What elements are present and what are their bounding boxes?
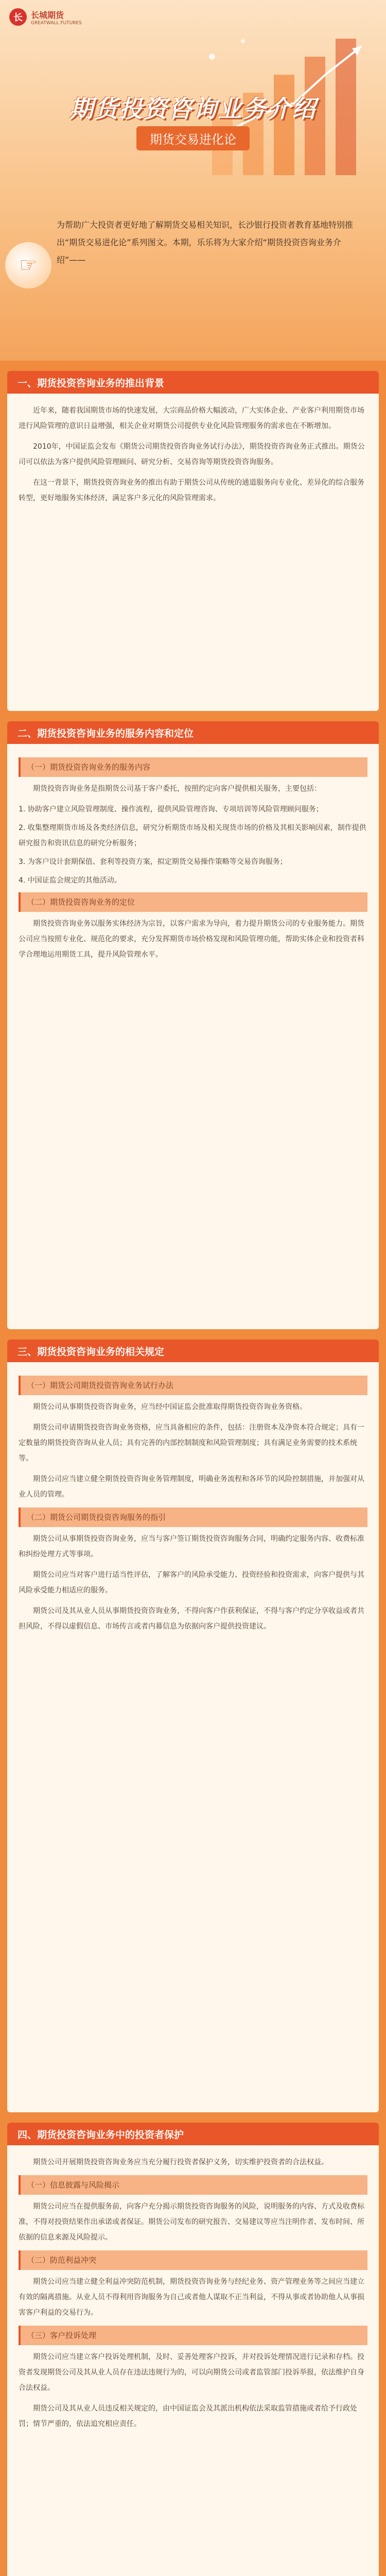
section-background [7, 371, 379, 711]
subsection-title: （三）客户投诉处理 [19, 2326, 367, 2345]
section-title: 四、期货投资咨询业务中的投资者保护 [7, 2123, 379, 2145]
section-paragraph: 期货公司及其从业人员违反相关规定的，由中国证监会及其派出机构依法采取监管措施或者给予行政处罚；情节严重的，依法追究相应责任。 [19, 2404, 357, 2428]
list-item: 2. 收集整理期货市场及各类经济信息，研究分析期货市场及相关现货市场的价格及其相关影响因素，制作提供研究报告和资讯信息的研究分析服务； [19, 824, 366, 848]
page-subtitle: 期货交易进化论 [136, 126, 250, 150]
brand-logo-icon: 长 [9, 8, 27, 26]
section-paragraph: 期货公司从事期货投资咨询业务，应当与客户签订期货投资咨询服务合同，明确约定服务内容、收费标准和纠纷处理方式等事项。 [19, 1535, 364, 1558]
section-title: 一、期货投资咨询业务的推出背景 [7, 371, 379, 394]
list-item: 4. 中国证监会规定的其他活动。 [19, 876, 121, 885]
section-regulations [7, 1340, 379, 2112]
hero-banner [0, 0, 386, 361]
section-paragraph: 期货公司应当对客户进行适当性评估，了解客户的风险承受能力、投资经验和投资需求，向客户提供与其风险承受能力相适应的服务。 [19, 1571, 364, 1595]
brand-name: 长城期货 [31, 10, 64, 20]
section-paragraph: 期货公司开展期货投资咨询业务应当充分履行投资者保护义务，切实维护投资者的合法权益。 [33, 2158, 328, 2166]
section-paragraph: 期货公司申请期货投资咨询业务资格，应当具备相应的条件，包括：注册资本及净资本符合规定；具有一定数量的期货投资咨询从业人员；具有完善的内部控制制度和风险管理制度；具有满足业务需要的技术系统等。 [19, 1423, 364, 1463]
section-investor-protection [7, 2123, 379, 2576]
subsection-title: （二）防范利益冲突 [19, 2250, 367, 2270]
section-body [7, 744, 379, 977]
list-item: 3. 为客户设计套期保值、套利等投资方案，拟定期货交易操作策略等交易咨询服务； [19, 858, 287, 866]
section-paragraph: 期货公司从事期货投资咨询业务，应当经中国证监会批准取得期货投资咨询业务资格。 [33, 1403, 307, 1411]
section-paragraph: 期货公司应当建立客户投诉处理机制，及时、妥善处理客户投诉，并对投诉处理情况进行记录和存档。投资者发现期货公司及其从业人员存在违法违规行为的，可以向期货公司或者监管部门投诉举报，依法维护自身合法权益。 [19, 2353, 364, 2392]
section-paragraph: 在这一背景下，期货投资咨询业务的推出有助于期货公司从传统的通道服务向专业化、差异化的综合服务转型，更好地服务实体经济，满足客户多元化的风险管理需求。 [19, 479, 364, 502]
section-paragraph: 期货投资咨询业务以服务实体经济为宗旨，以客户需求为导向，着力提升期货公司的专业服务能力。期货公司应当按照专业化、规范化的要求，充分发挥期货市场价格发现和风险管理功能，帮助实体企业和投资者科学合理地运用期货工具，提升风险管理水平。 [19, 920, 364, 959]
brand-text [31, 9, 82, 26]
section-paragraph: 近年来，随着我国期货市场的快速发展，大宗商品价格大幅波动，广大实体企业、产业客户利用期货市场进行风险管理的意识日益增强，相关企业对期货公司提供专业化风险管理服务的需求也在不断增加。 [19, 406, 364, 430]
section-paragraph: 2010年，中国证监会发布《期货公司期货投资咨询业务试行办法》，期货投资咨询业务正式推出。期货公司可以依法为客户提供风险管理顾问、研究分析、交易咨询等期货投资咨询服务。 [19, 443, 365, 466]
subsection-title: （二）期货公司期货投资咨询服务的指引 [19, 1507, 367, 1527]
subsection-title: （一）信息披露与风险揭示 [19, 2175, 367, 2195]
subsection-title: （二）期货投资咨询业务的定位 [19, 892, 367, 912]
pointing-hand-icon: ☞ [5, 242, 51, 289]
section-paragraph: 期货公司应当建立健全期货投资咨询业务管理制度，明确业务流程和各环节的风险控制措施，并加强对从业人员的管理。 [19, 1475, 364, 1499]
section-content [7, 721, 379, 1329]
section-paragraph: 期货公司应当建立健全利益冲突防范机制，期货投资咨询业务与经纪业务、资产管理业务等之间应当建立有效的隔离措施。从业人员不得利用咨询服务为自己或者他人谋取不正当利益，不得从事或者协助他人从事损害客户利益的交易行为。 [19, 2278, 364, 2317]
section-body [7, 1362, 379, 1649]
brand-tagline: GREATWALL FUTURES [31, 20, 82, 26]
page-title: 期货投资咨询业务介绍 [69, 95, 317, 123]
subsection-title: （一）期货投资咨询业务的服务内容 [19, 757, 367, 777]
brand [9, 8, 82, 26]
section-paragraph: 期货公司应当在提供服务前，向客户充分揭示期货投资咨询服务的风险，说明服务的内容、方式及收费标准，不得对投资结果作出承诺或者保证。期货公司发布的研究报告、交易建议等应当注明作者、发布时间、所依据的信息来源及风险提示。 [19, 2202, 364, 2242]
subsection-title: （一）期货公司期货投资咨询业务试行办法 [19, 1376, 367, 1395]
intro-text: 为帮助广大投资者更好地了解期货交易相关知识，长沙银行投资者教育基地特别推出“期货交易进化论”系列图文。本期，乐乐将为大家介绍“期货投资咨询业务介绍”—— [57, 220, 354, 265]
section-title: 二、期货投资咨询业务的服务内容和定位 [7, 721, 379, 744]
section-paragraph: 期货投资咨询业务是指期货公司基于客户委托，按照约定向客户提供相关服务，主要包括： [33, 785, 321, 793]
section-body [7, 394, 379, 520]
list-item: 1. 协助客户建立风险管理制度、操作流程，提供风险管理咨询、专项培训等风险管理顾问服务； [19, 805, 323, 814]
section-title: 三、期货投资咨询业务的相关规定 [7, 1340, 379, 1362]
section-body [7, 2145, 379, 2446]
section-paragraph: 期货公司及其从业人员从事期货投资咨询业务，不得向客户作获利保证，不得与客户约定分享收益或者共担风险，不得以虚假信息、市场传言或者内幕信息为依据向客户提供投资建议。 [19, 1607, 364, 1631]
